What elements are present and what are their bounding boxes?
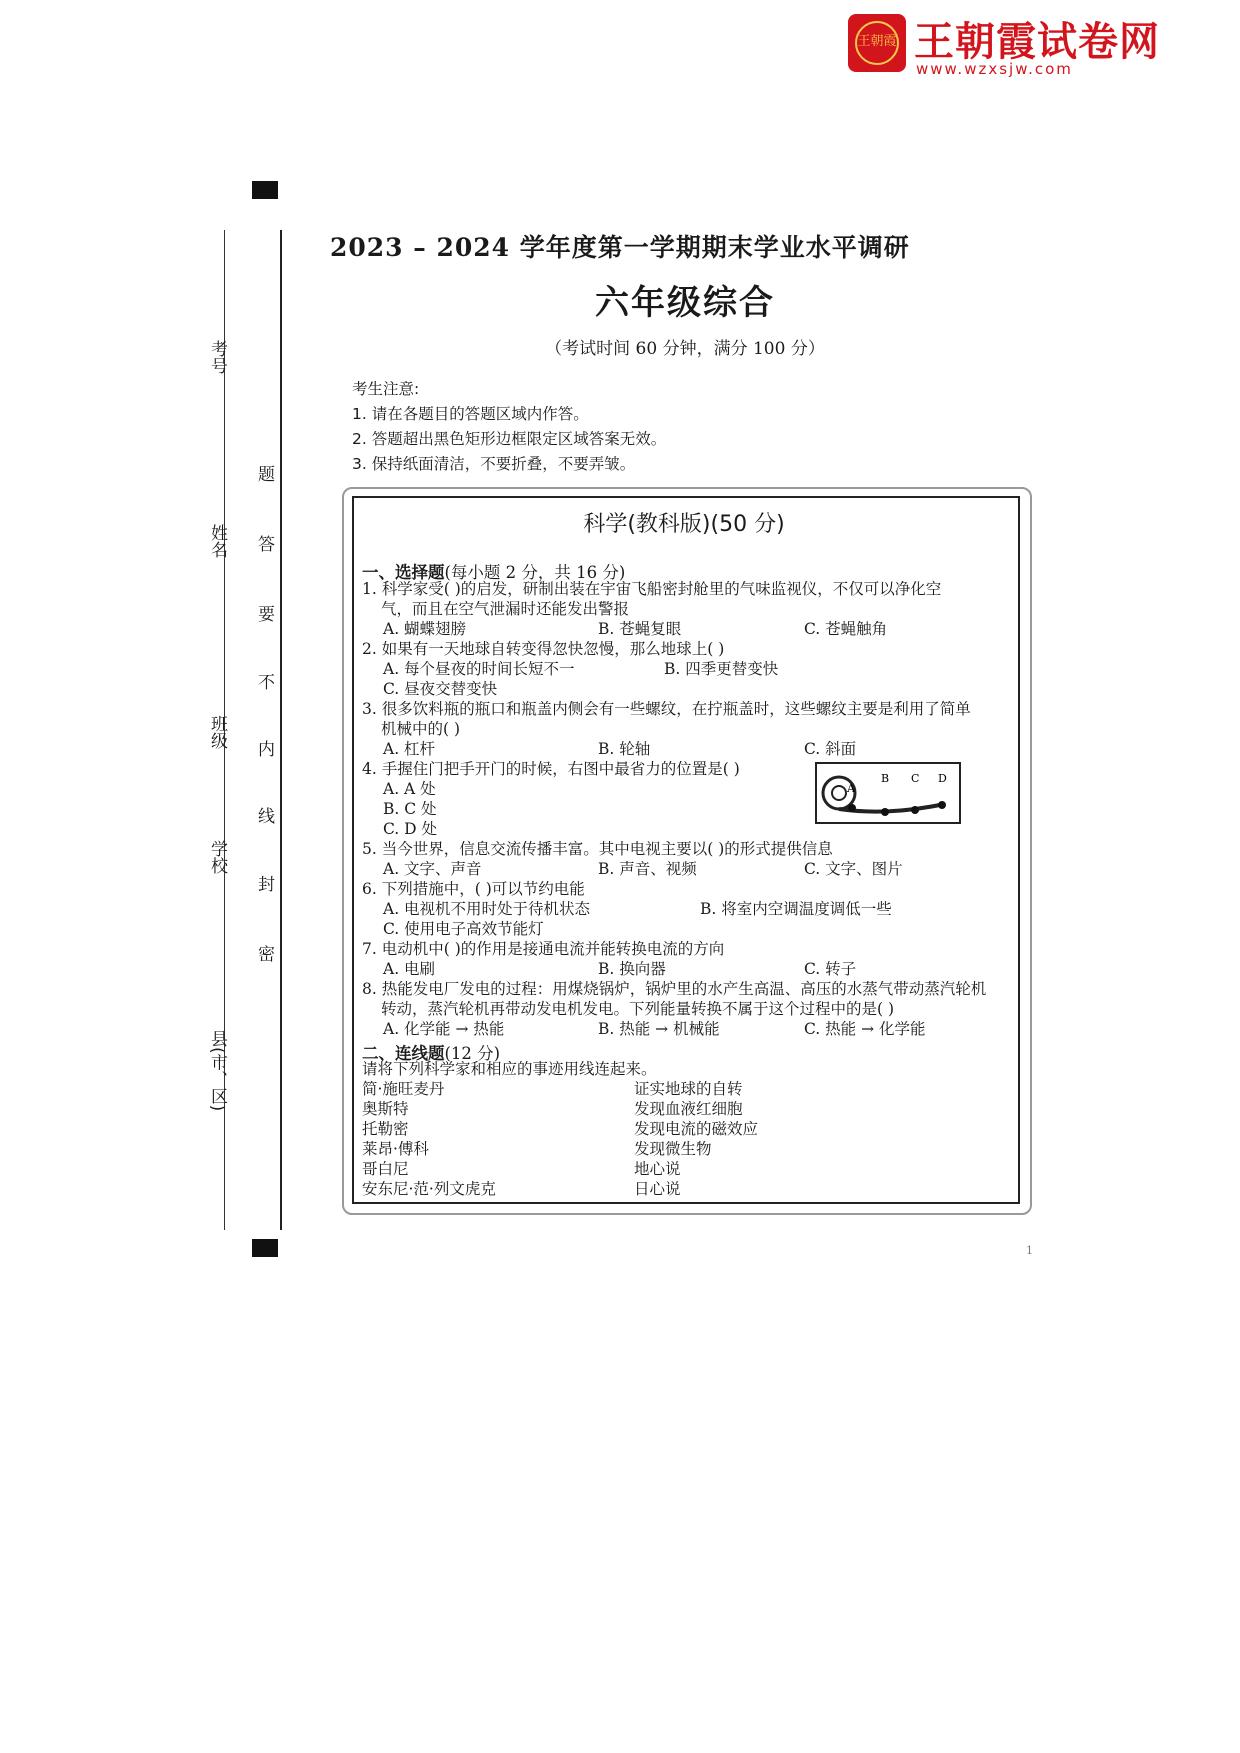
seal-line-char: 要 — [258, 605, 275, 625]
option: C. 转子 — [804, 960, 857, 978]
match-left-item: 奥斯特 — [362, 1100, 409, 1118]
option: C. 热能 → 化学能 — [804, 1020, 926, 1038]
option: B. 换向器 — [598, 960, 666, 978]
seal-line-char: 封 — [258, 875, 275, 895]
option: A. 化学能 → 热能 — [383, 1020, 505, 1038]
exam-time-note: （考试时间 60 分钟，满分 100 分） — [545, 339, 825, 359]
exam-number-label: 考号 — [207, 340, 227, 374]
question-3-line: 3. 很多饮料瓶的瓶口和瓶盖内侧会有一些螺纹，在拧瓶盖时，这些螺纹主要是利用了简单 — [362, 700, 971, 718]
class-label: 班级 — [207, 715, 227, 749]
option: B. 声音、视频 — [598, 860, 697, 878]
match-right-item: 发现血液红细胞 — [634, 1100, 743, 1118]
match-left-item: 简·施旺麦丹 — [362, 1080, 445, 1098]
seal-line-char: 密 — [258, 945, 275, 965]
registration-mark-bottom — [252, 1239, 278, 1257]
match-left-item: 莱昂·傅科 — [362, 1140, 429, 1158]
figure-label: D — [938, 772, 947, 785]
option: B. 热能 → 机械能 — [598, 1020, 720, 1038]
notice-item: 3. 保持纸面清洁，不要折叠，不要弄皱。 — [352, 455, 636, 473]
question-6-line: 6. 下列措施中，( )可以节约电能 — [362, 880, 585, 898]
option: A. 电刷 — [383, 960, 436, 978]
option: A. 每个昼夜的时间长短不一 — [383, 660, 575, 678]
seal-line-char: 内 — [258, 740, 275, 760]
door-handle-figure — [815, 762, 961, 824]
notice-item: 1. 请在各题目的答题区域内作答。 — [352, 405, 589, 423]
option: C. 使用电子高效节能灯 — [383, 920, 544, 938]
figure-label: A — [847, 782, 855, 795]
match-left-item: 托勒密 — [362, 1120, 409, 1138]
notice-heading: 考生注意: — [352, 380, 420, 398]
part2-heading: 二、连线题(12 分) — [362, 1044, 501, 1063]
section-title: 科学(教科版)(50 分) — [583, 512, 785, 537]
question-8-line: 转动，蒸汽轮机再带动发电机发电。下列能量转换不属于这个过程中的是( ) — [381, 1000, 895, 1018]
option: B. 将室内空调温度调低一些 — [700, 900, 892, 918]
option: C. D 处 — [383, 820, 438, 838]
seal-icon: 王朝霞 — [848, 14, 906, 72]
part1-heading: 一、选择题(每小题 2 分，共 16 分) — [362, 563, 626, 582]
option: B. 轮轴 — [598, 740, 651, 758]
name-label: 姓名 — [207, 524, 227, 558]
question-1-line: 1. 科学家受( )的启发，研制出装在宇宙飞船密封舱里的气味监视仪，不仅可以净化空 — [362, 580, 942, 598]
exam-title: 2023 – 2024 学年度第一学期期末学业水平调研 — [330, 233, 910, 262]
option: C. 昼夜交替变快 — [383, 680, 498, 698]
seal-line-char: 答 — [258, 535, 275, 555]
page-number: 1 — [1026, 1244, 1033, 1257]
figure-label: B — [881, 772, 890, 785]
option: A. 电视机不用时处于待机状态 — [383, 900, 591, 918]
match-right-item: 地心说 — [634, 1160, 681, 1178]
option: C. 文字、图片 — [804, 860, 903, 878]
figure-label: C — [911, 772, 920, 785]
match-left-item: 哥白尼 — [362, 1160, 409, 1178]
exam-subtitle: 六年级综合 — [595, 283, 775, 323]
option: A. 文字、声音 — [383, 860, 482, 878]
match-right-item: 发现电流的磁效应 — [634, 1120, 759, 1138]
seal-line-char: 不 — [258, 673, 275, 693]
match-instruction: 请将下列科学家和相应的事迹用线连起来。 — [362, 1060, 657, 1078]
question-5-line: 5. 当今世界，信息交流传播丰富。其中电视主要以( )的形式提供信息 — [362, 840, 833, 858]
seal-line-char: 线 — [258, 807, 275, 827]
question-7-line: 7. 电动机中( )的作用是接通电流并能转换电流的方向 — [362, 940, 725, 958]
logo-url: www.wzxsjw.com — [916, 60, 1073, 78]
question-3-line: 机械中的( ) — [381, 720, 461, 738]
option: C. 斜面 — [804, 740, 857, 758]
seal-line — [280, 230, 282, 1230]
match-right-item: 发现微生物 — [634, 1140, 712, 1158]
door-handle-icon — [817, 764, 959, 822]
question-4-line: 4. 手握住门把手开门的时候，右图中最省力的位置是( ) — [362, 760, 740, 778]
option: A. 杠杆 — [383, 740, 436, 758]
option: C. 苍蝇触角 — [804, 620, 888, 638]
option: B. C 处 — [383, 800, 437, 818]
registration-mark-top — [252, 181, 278, 199]
option: A. A 处 — [383, 780, 436, 798]
match-left-item: 安东尼·范·列文虎克 — [362, 1180, 496, 1198]
seal-line-char: 题 — [258, 465, 275, 485]
district-label: 县(市、区) — [207, 1030, 227, 1112]
candidate-notice — [352, 377, 666, 477]
match-right-item: 证实地球的自转 — [634, 1080, 743, 1098]
school-label: 学校 — [207, 840, 227, 874]
option: B. 苍蝇复眼 — [598, 620, 682, 638]
question-8-line: 8. 热能发电厂发电的过程：用煤烧锅炉，锅炉里的水产生高温、高压的水蒸气带动蒸汽轮机 — [362, 980, 987, 998]
notice-item: 2. 答题超出黑色矩形边框限定区域答案无效。 — [352, 430, 667, 448]
option: A. 蝴蝶翅膀 — [383, 620, 467, 638]
match-right-item: 日心说 — [634, 1180, 681, 1198]
logo-name: 王朝霞试卷网 — [914, 19, 1160, 65]
question-1-line: 气，而且在空气泄漏时还能发出警报 — [381, 600, 630, 618]
option: B. 四季更替变快 — [664, 660, 779, 678]
question-2-line: 2. 如果有一天地球自转变得忽快忽慢，那么地球上( ) — [362, 640, 725, 658]
site-logo — [848, 10, 1160, 78]
